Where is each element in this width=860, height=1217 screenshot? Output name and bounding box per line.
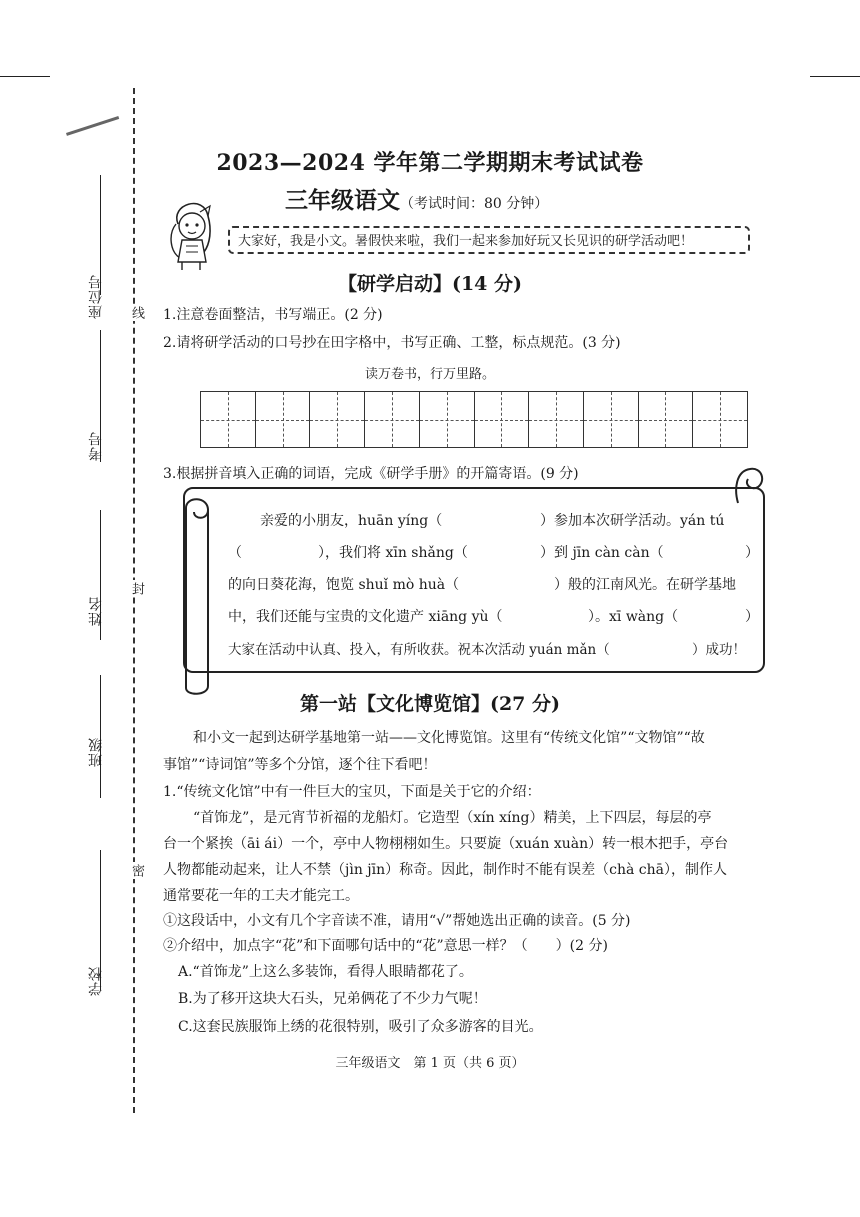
exam-no-label: 考号 [88, 431, 104, 461]
subject-title: 三年级语文 [285, 187, 400, 214]
grid-cell[interactable] [639, 392, 694, 447]
scroll-text: ） [745, 545, 759, 561]
grid-cell[interactable] [584, 392, 639, 447]
grid-cell[interactable] [693, 392, 747, 447]
scroll-row-3a [228, 574, 459, 594]
section-heading-launch: 【研学启动】(14 分) [337, 273, 523, 295]
scroll-text: （ [228, 545, 242, 561]
scroll-row-3b [554, 574, 736, 594]
class-label: 班级 [88, 737, 104, 767]
option-a[interactable]: A.“首饰龙”上这么多装饰，看得人眼睛都花了。 [178, 964, 473, 980]
page-footer: 三年级语文 第 1 页（共 6 页） [335, 1056, 525, 1071]
scroll-row-5a [228, 638, 610, 658]
option-b[interactable]: B.为了移开这块大石头，兄弟俩花了不少力气呢！ [178, 991, 487, 1007]
scroll-text: 亲爱的小朋友，huān yíng（ [260, 513, 443, 529]
grid-cell[interactable] [256, 392, 311, 447]
scroll-row-2a [228, 542, 242, 562]
section-heading-station1: 第一站【文化博览馆】(27 分) [299, 693, 561, 715]
scroll-text: ）。xī wàng（ [588, 609, 679, 625]
sub-question-1: ①这段话中，小文有几个字音读不准，请用“√”帮她选出正确的读音。(5 分) [163, 913, 631, 929]
intro-line-2: 事馆”“诗词馆”等多个分馆，逐个往下看吧！ [163, 757, 437, 773]
grid-cell[interactable] [310, 392, 365, 447]
exam-subtitle [285, 182, 548, 215]
scroll-text: ）参加本次研学活动。yán tú [540, 513, 725, 529]
tian-grid[interactable] [200, 391, 748, 448]
scroll-row-2d [745, 542, 759, 562]
question-3: 3.根据拼音填入正确的词语，完成《研学手册》的开篇寄语。(9 分) [163, 466, 579, 482]
passage-line-2: 台一个紧挨（āi ái）一个，亭中人物栩栩如生。只要旋（xuán xuàn）转一根木把手，亭台 [163, 836, 729, 852]
scroll-text: ） [745, 609, 759, 625]
grid-cell[interactable] [420, 392, 475, 447]
sub-question-2: ②介绍中，加点字“花”和下面哪句话中的“花”意思一样？（ ）(2 分) [163, 938, 608, 954]
grid-cell[interactable] [201, 392, 256, 447]
scroll-row-4b [588, 606, 678, 626]
scroll-text: 中，我们还能与宝贵的文化遗产 xiāng yù（ [228, 609, 503, 625]
question-1: 1.注意卷面整洁，书写端正。(2 分) [163, 307, 383, 323]
seal-seal-char: 封 [129, 582, 144, 595]
name-label: 姓名 [88, 596, 104, 626]
scroll-row-4c [745, 606, 759, 626]
mascot-speech-bubble: 大家好，我是小文。暑假快来啦，我们一起来参加好玩又长见识的研学活动吧！ [228, 226, 750, 254]
exam-time-note: （考试时间：80 分钟） [400, 196, 549, 212]
scroll-row-5b [692, 638, 746, 658]
passage-line-4: 通常要花一年的工夫才能完工。 [163, 888, 359, 904]
grid-cell[interactable] [475, 392, 530, 447]
option-c[interactable]: C.这套民族服饰上绣的花很特别，吸引了众多游客的目光。 [178, 1019, 543, 1035]
scroll-row-1b [540, 510, 724, 530]
scroll-text: ），我们将 xīn shǎng（ [318, 545, 468, 561]
pencil-mark [66, 116, 119, 136]
binding-dashed-line [133, 88, 135, 1113]
scroll-row-2b [318, 542, 468, 562]
question-2: 2.请将研学活动的口号抄在田字格中，书写正确、工整，标点规范。(3 分) [163, 335, 621, 351]
scroll-text: ）成功！ [692, 642, 746, 658]
passage-line-1: “首饰龙”，是元宵节祈福的龙船灯。它造型（xín xíng）精美，上下四层，每层的亭 [193, 810, 712, 826]
scroll-row-1 [260, 510, 442, 530]
mascot-girl-illustration [160, 194, 224, 272]
grid-cell[interactable] [365, 392, 420, 447]
passage-line-3: 人物都能动起来，让人不禁（jìn jīn）称奇。因此，制作时不能有误差（chà chā），制作人 [163, 862, 727, 878]
scroll-row-4a [228, 606, 503, 626]
station-question-1: 1.“传统文化馆”中有一件巨大的宝贝，下面是关于它的介绍： [163, 784, 541, 800]
grid-cell[interactable] [529, 392, 584, 447]
slogan-text: 读万卷书，行万里路。 [364, 367, 495, 382]
exam-title: 2023—2024 学年第二学期期末考试试卷 [216, 150, 644, 176]
seat-label: 座位号 [88, 274, 104, 319]
seal-secret-char: 密 [129, 864, 144, 877]
seal-line-char: 线 [129, 306, 144, 319]
crop-mark-left [0, 76, 50, 77]
school-label: 学校 [88, 966, 104, 996]
scroll-text: ）到 jīn càn càn（ [540, 545, 664, 561]
crop-mark-right [810, 76, 860, 77]
scroll-row-2c [540, 542, 664, 562]
scroll-text: ）般的江南风光。在研学基地 [554, 577, 736, 593]
intro-line-1: 和小文一起到达研学基地第一站——文化博览馆。这里有“传统文化馆”“文物馆”“故 [193, 730, 705, 746]
scroll-text: 大家在活动中认真、投入，有所收获。祝本次活动 yuán mǎn（ [228, 642, 610, 658]
scroll-text: 的向日葵花海，饱览 shuǐ mò huà（ [228, 577, 460, 593]
